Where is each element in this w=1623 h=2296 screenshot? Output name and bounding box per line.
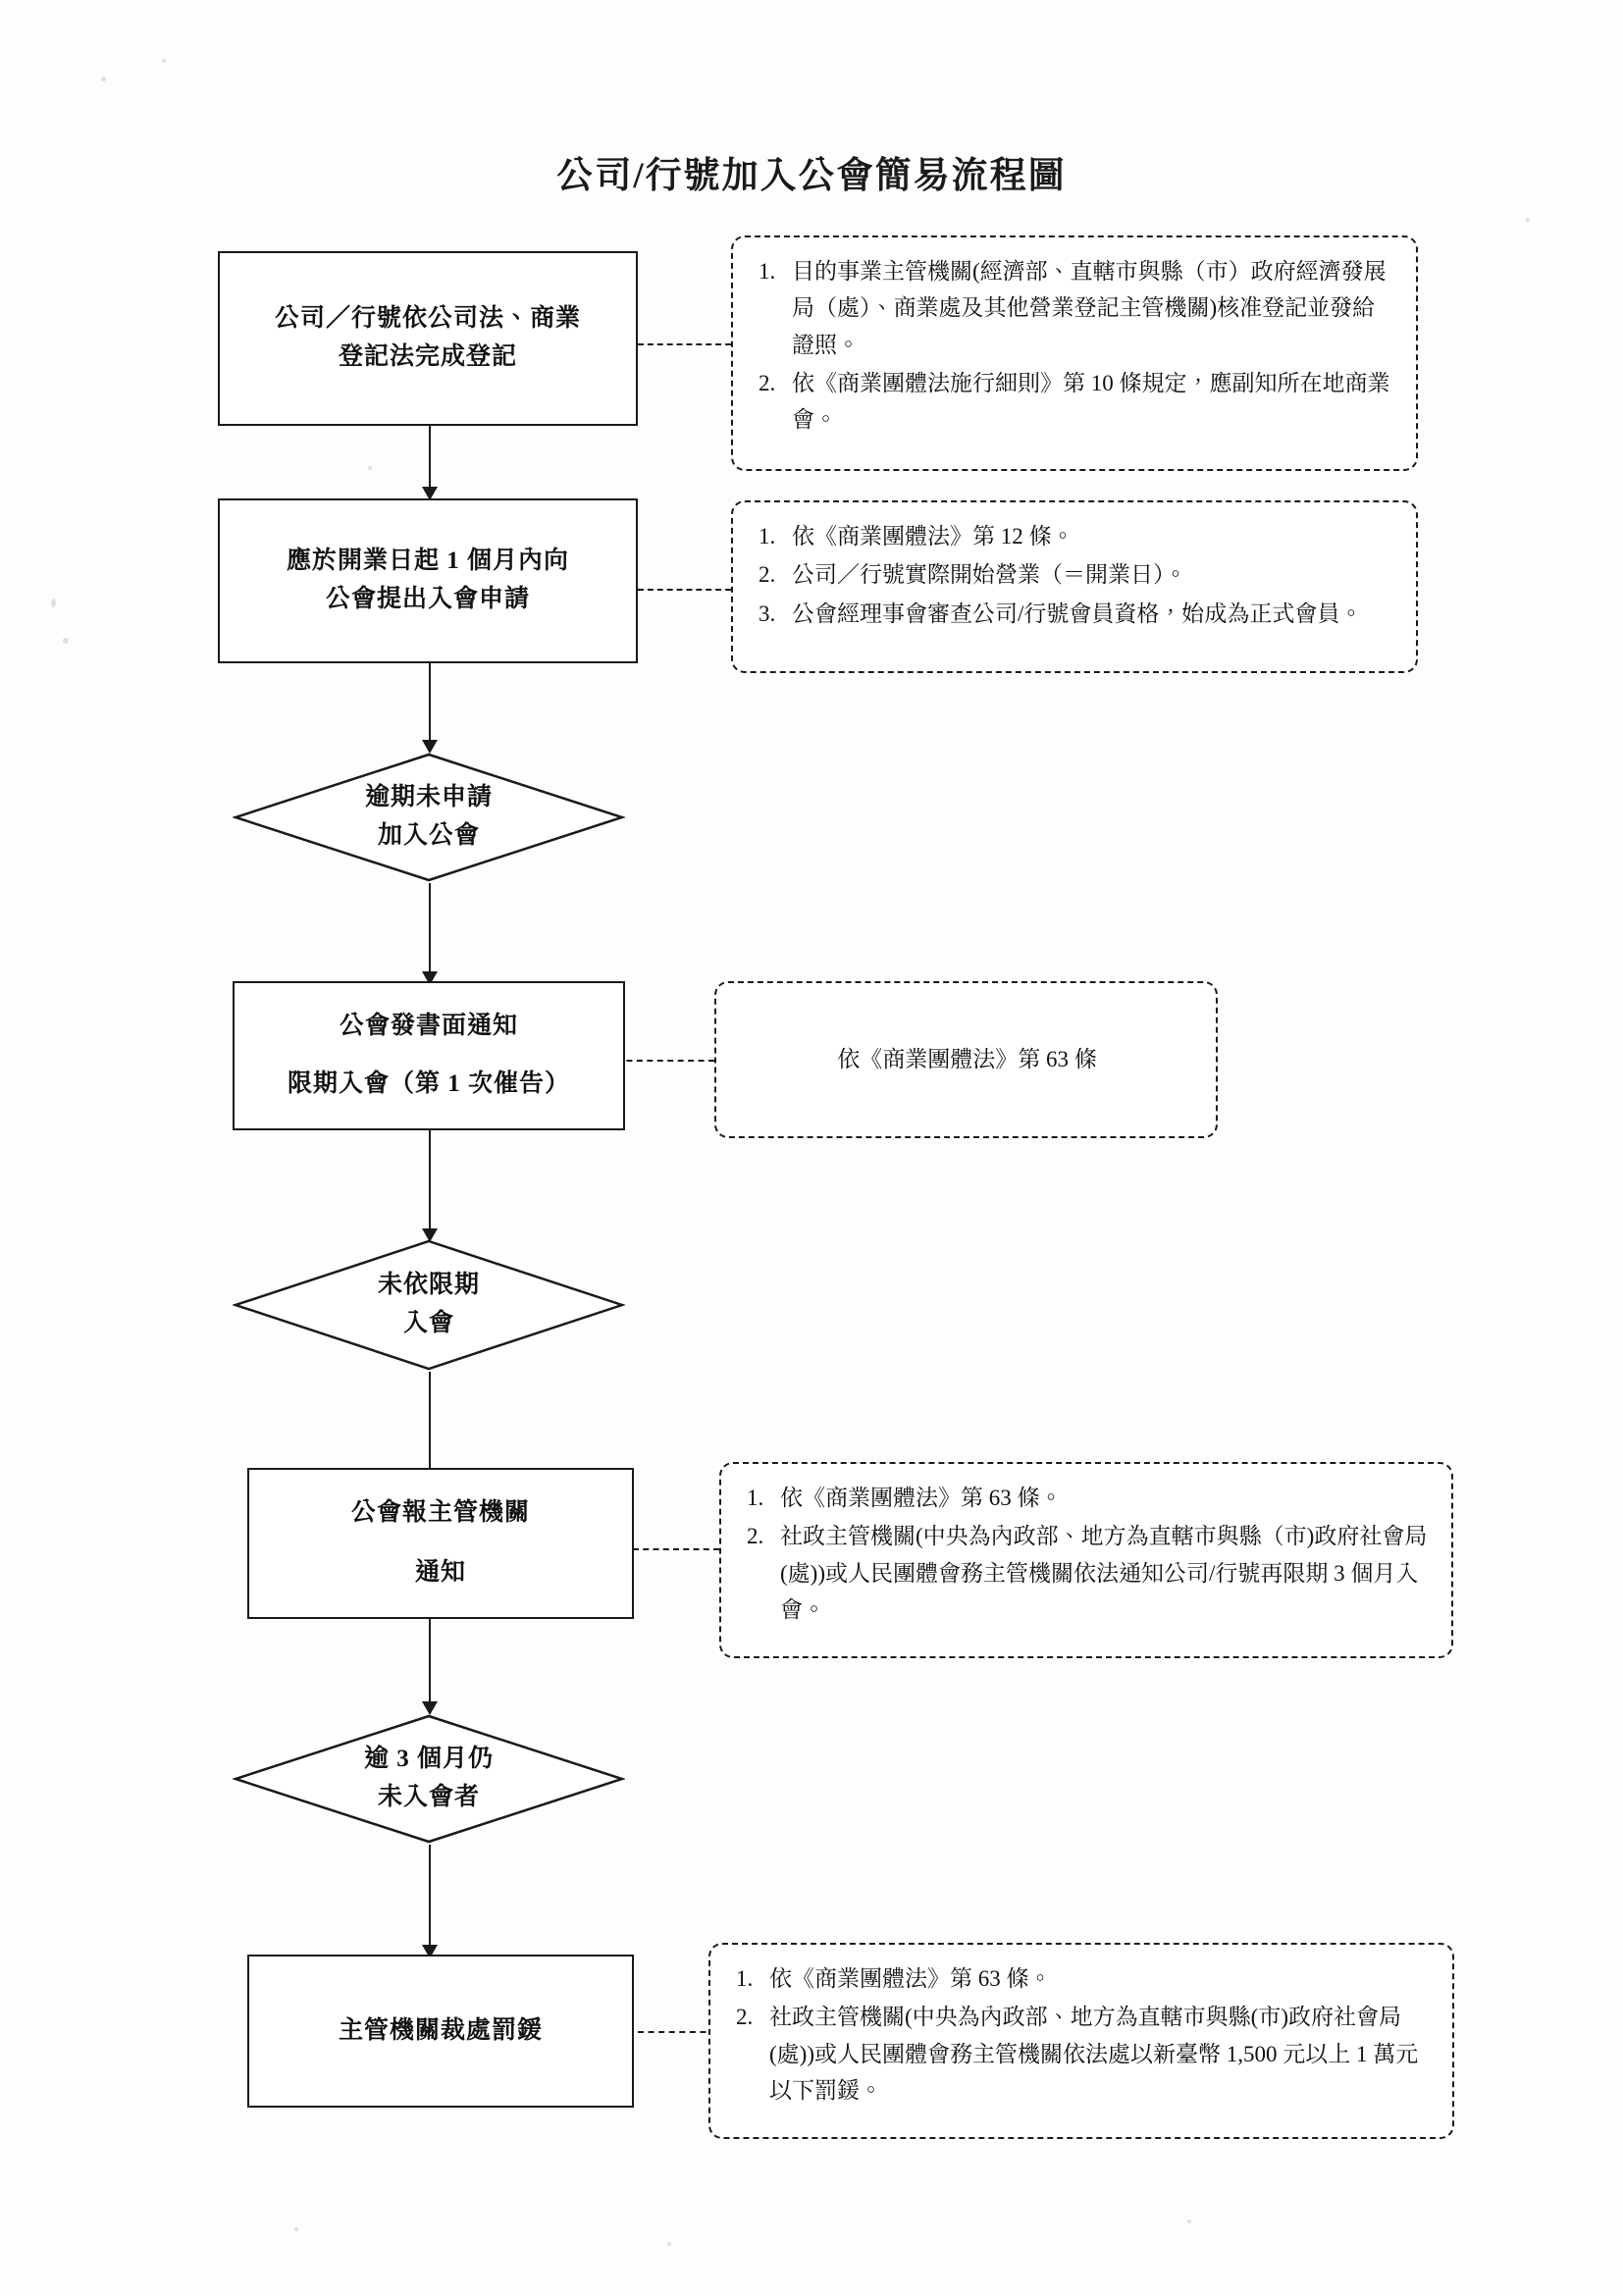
node-line: 逾 3 個月仍 — [363, 1746, 494, 1773]
node-line: 未入會者 — [377, 1784, 480, 1810]
node-line: 公會發書面通知 — [339, 1013, 518, 1040]
scan-speck — [51, 599, 56, 607]
node-line: 逾期未申請 — [364, 784, 493, 811]
connector-step4-dec3 — [429, 1619, 431, 1701]
flow-node-penalty[interactable] — [247, 1955, 634, 2108]
node-line: 公司／行號依公司法、商業 — [274, 305, 581, 333]
scan-speck — [368, 466, 372, 470]
note-item: 目的事業主管機關(經濟部、直轄市與縣（市）政府經濟發展局（處）、商業處及其他營業登記主管機關)核准登記並發給證照。 — [792, 259, 1387, 357]
scan-speck — [1526, 218, 1530, 222]
scan-speck — [1187, 2219, 1191, 2223]
note-item: 社政主管機關(中央為內政部、地方為直轄市與縣（市)政府社會局(處))或人民團體會務主管機關依法通知公司/行號再限期 3 個月入會。 — [780, 1524, 1428, 1622]
note-link-2 — [638, 589, 731, 591]
note-item: 依《商業團體法》第 12 條。 — [792, 524, 1074, 548]
note-text: 依《商業團體法》第 63 條 — [837, 1047, 1097, 1072]
flow-node-written-notice[interactable] — [233, 981, 625, 1130]
node-line: 公會提出入會申請 — [325, 586, 530, 612]
note-item: 公會經理事會審查公司/行號會員資格，始成為正式會員。 — [792, 600, 1363, 626]
flow-node-apply-membership[interactable] — [218, 498, 638, 663]
flow-decision-over-three-months[interactable] — [233, 1713, 625, 1845]
node-line: 加入公會 — [377, 822, 480, 849]
flow-node-company-registration[interactable] — [218, 251, 638, 426]
note-penalty — [708, 1943, 1454, 2139]
note-link-5 — [638, 2031, 716, 2033]
scan-speck — [63, 638, 69, 644]
node-line: 未依限期 — [377, 1272, 480, 1299]
scan-speck — [162, 59, 166, 63]
note-item: 依《商業團體法施行細則》第 10 條規定，應副知所在地商業會。 — [792, 370, 1390, 432]
node-line: 通知 — [414, 1559, 466, 1586]
note-link-1 — [638, 343, 731, 345]
note-report-to-authority — [719, 1462, 1453, 1658]
connector-dec3-step5 — [429, 1845, 431, 1945]
note-company-registration — [731, 235, 1418, 471]
node-line: 公會報主管機關 — [350, 1499, 530, 1527]
connector-step3-dec2 — [429, 1130, 431, 1228]
note-written-notice — [714, 981, 1218, 1138]
node-line: 限期入會（第 1 次催告） — [287, 1070, 570, 1097]
page-title: 公司/行號加入公會簡易流程圖 — [556, 156, 1067, 196]
flow-node-report-to-authority[interactable] — [247, 1468, 634, 1619]
note-apply-membership — [731, 500, 1418, 673]
node-line: 登記法完成登記 — [338, 343, 517, 370]
note-item: 依《商業團體法》第 63 條。 — [769, 1966, 1052, 1991]
scan-speck — [667, 2242, 671, 2246]
node-line: 主管機關裁處罰鍰 — [338, 2016, 543, 2044]
connector-dec2-step4 — [429, 1372, 431, 1468]
connector-step1-step2 — [429, 426, 431, 487]
scan-speck — [294, 2227, 298, 2231]
note-item: 依《商業團體法》第 63 條。 — [780, 1486, 1063, 1510]
node-line: 入會 — [402, 1310, 454, 1336]
connector-step2-dec1 — [429, 663, 431, 740]
note-item: 社政主管機關(中央為內政部、地方為直轄市與縣(市)政府社會局(處))或人民團體會務主管機關依法處以新臺幣 1,500 元以上 1 萬元以下罰鍰。 — [769, 2005, 1419, 2103]
connector-dec1-step3 — [429, 883, 431, 971]
note-link-4 — [633, 1548, 719, 1550]
flow-decision-not-joined-in-time[interactable] — [233, 1238, 625, 1372]
note-link-3 — [616, 1060, 714, 1062]
flow-decision-overdue-application[interactable] — [233, 752, 625, 883]
note-item: 公司／行號實際開始營業（＝開業日）。 — [792, 562, 1187, 588]
node-line: 應於開業日起 1 個月內向 — [286, 548, 569, 575]
scan-speck — [101, 77, 106, 81]
